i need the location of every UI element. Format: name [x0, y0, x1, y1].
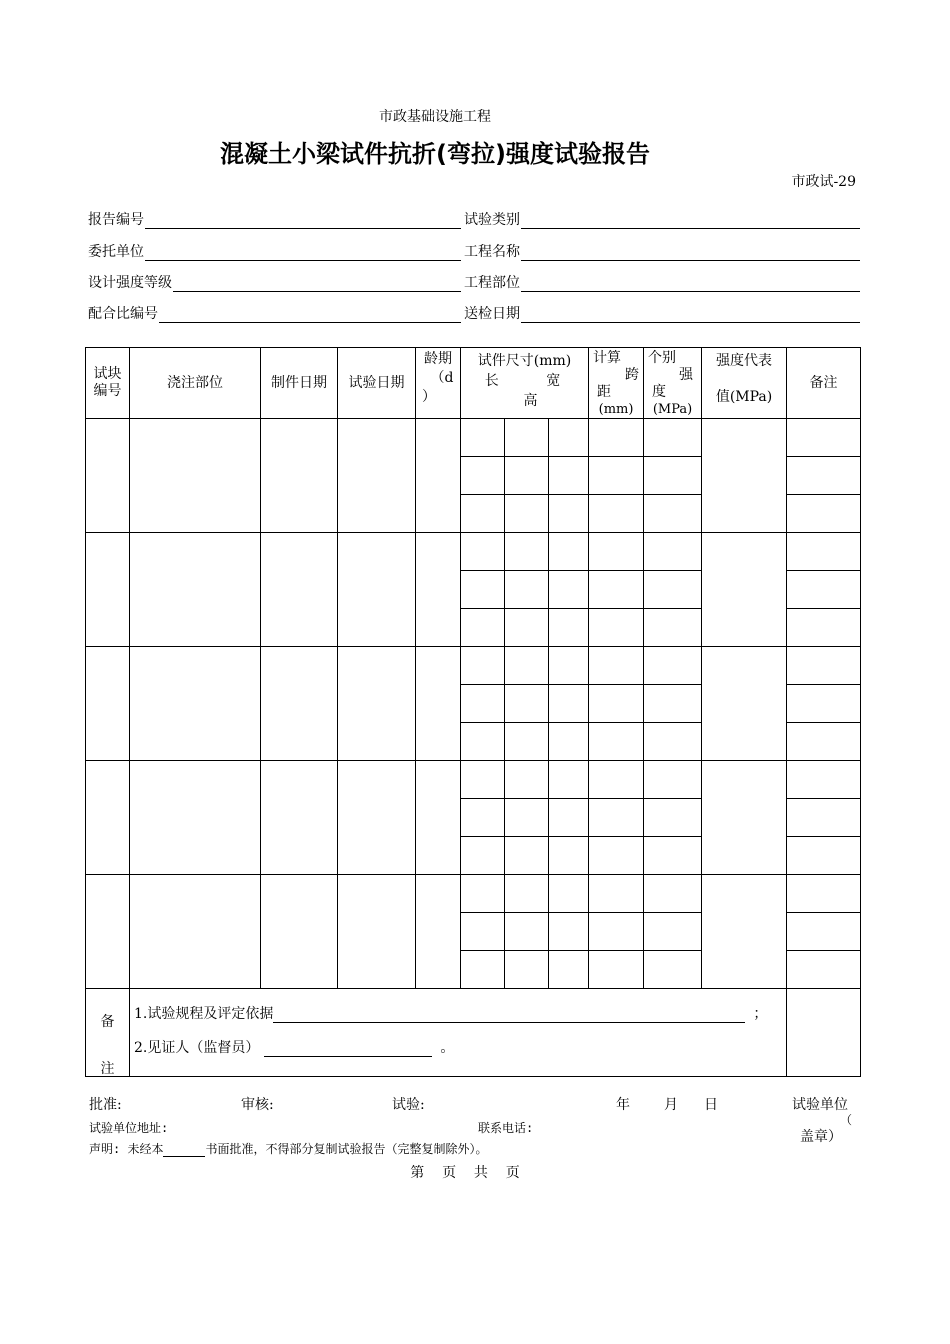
cell-individual-strength[interactable]: [644, 495, 702, 533]
header-pour-location: 浇注部位: [130, 348, 261, 419]
cell-span[interactable]: [589, 723, 644, 761]
cell-width[interactable]: [505, 685, 549, 723]
tester-label: 试验:: [392, 1097, 425, 1113]
cell-span[interactable]: [589, 913, 644, 951]
cell-span[interactable]: [589, 533, 644, 571]
remark-witness-end: 。: [440, 1040, 455, 1056]
lab-address-label: 试验单位地址:: [89, 1121, 169, 1135]
lab-phone-label: 联系电话:: [478, 1121, 534, 1135]
cell-age[interactable]: [416, 875, 461, 989]
cell-remark[interactable]: [787, 609, 861, 647]
cell-individual-strength[interactable]: [644, 875, 702, 913]
statement-part1: 声明: 未经本: [89, 1142, 164, 1156]
cell-width[interactable]: [505, 533, 549, 571]
cell-age[interactable]: [416, 533, 461, 647]
cell-remark[interactable]: [787, 761, 861, 799]
cell-height[interactable]: [549, 533, 589, 571]
header-ind-line4: (MPa): [652, 402, 693, 417]
cell-remark[interactable]: [787, 875, 861, 913]
remarks-label-top: 备: [100, 1014, 115, 1030]
form-code: 市政试-29: [791, 174, 856, 190]
report-no-label: 报告编号: [88, 212, 144, 228]
project-part-label: 工程部位: [464, 275, 520, 291]
remark-standard-blank: [273, 1008, 745, 1023]
header-age: [416, 348, 461, 419]
cell-make-date[interactable]: [261, 419, 338, 533]
cell-pour-location[interactable]: [130, 419, 261, 533]
remarks-row: [86, 989, 861, 1077]
cell-individual-strength[interactable]: [644, 685, 702, 723]
cell-length[interactable]: [461, 533, 505, 571]
report-no-line: [145, 214, 461, 229]
cell-individual-strength[interactable]: [644, 723, 702, 761]
cell-individual-strength[interactable]: [644, 761, 702, 799]
cell-height[interactable]: [549, 875, 589, 913]
cell-length[interactable]: [461, 913, 505, 951]
statement: [89, 1140, 487, 1157]
cell-width[interactable]: [505, 913, 549, 951]
cell-width[interactable]: [505, 495, 549, 533]
cell-specimen-no[interactable]: [86, 419, 130, 533]
cell-length[interactable]: [461, 647, 505, 685]
cell-representative-strength[interactable]: [702, 647, 787, 761]
cell-make-date[interactable]: [261, 647, 338, 761]
mix-no-field[interactable]: [88, 303, 461, 323]
table-row: [86, 533, 861, 571]
cell-span[interactable]: [589, 571, 644, 609]
header-specimen-no-line1: 试块: [93, 366, 122, 382]
cell-test-date[interactable]: [338, 533, 416, 647]
header-ind-line1: 个别: [648, 350, 677, 366]
cell-individual-strength[interactable]: [644, 951, 702, 989]
header-span-line2: 跨: [625, 367, 640, 383]
mix-no-label: 配合比编号: [88, 306, 158, 322]
header-specimen-no: [86, 348, 130, 419]
cell-height[interactable]: [549, 799, 589, 837]
cell-individual-strength[interactable]: [644, 799, 702, 837]
cell-specimen-no[interactable]: [86, 875, 130, 989]
cell-width[interactable]: [505, 799, 549, 837]
project-part-field[interactable]: [464, 272, 860, 292]
cell-length[interactable]: [461, 723, 505, 761]
cell-length[interactable]: [461, 419, 505, 457]
design-grade-line: [173, 277, 461, 292]
header-rep-line2: 值(MPa): [715, 389, 773, 405]
cell-height[interactable]: [549, 647, 589, 685]
header-rep-line1: 强度代表: [716, 353, 773, 369]
cell-remark[interactable]: [787, 685, 861, 723]
cell-representative-strength[interactable]: [702, 419, 787, 533]
cell-length[interactable]: [461, 571, 505, 609]
cell-remark[interactable]: [787, 913, 861, 951]
header-span-line1: 计算: [593, 350, 622, 366]
cell-length[interactable]: [461, 761, 505, 799]
statement-blank: [163, 1142, 205, 1157]
remark-line-witness[interactable]: [134, 1037, 454, 1057]
cell-height[interactable]: [549, 685, 589, 723]
lab-label: 试验单位: [792, 1097, 848, 1113]
cell-individual-strength[interactable]: [644, 647, 702, 685]
cell-height[interactable]: [549, 571, 589, 609]
cell-individual-strength[interactable]: [644, 609, 702, 647]
cell-height[interactable]: [549, 723, 589, 761]
cell-remark[interactable]: [787, 799, 861, 837]
client-line: [145, 246, 461, 261]
header-make-date: 制件日期: [261, 348, 338, 419]
remarks-label-bottom: 注: [100, 1061, 115, 1077]
cell-make-date[interactable]: [261, 533, 338, 647]
year-label: 年: [616, 1097, 630, 1113]
page-numbering: 第 页 共 页: [410, 1165, 520, 1181]
cell-length[interactable]: [461, 685, 505, 723]
specimen-groups: [86, 419, 861, 989]
client-field[interactable]: [88, 241, 461, 261]
cell-span[interactable]: [589, 457, 644, 495]
document-title: 混凝土小梁试件抗折(弯拉)强度试验报告: [220, 140, 650, 168]
cell-age[interactable]: [416, 761, 461, 875]
design-grade-label: 设计强度等级: [88, 275, 172, 291]
cell-individual-strength[interactable]: [644, 457, 702, 495]
cell-height[interactable]: [549, 419, 589, 457]
header-age-line3: ）: [422, 389, 436, 405]
cell-span[interactable]: [589, 799, 644, 837]
header-remark: 备注: [787, 348, 861, 419]
cell-remark[interactable]: [787, 837, 861, 875]
table-row: [86, 419, 861, 457]
cell-individual-strength[interactable]: [644, 533, 702, 571]
remarks-content-cell[interactable]: [130, 989, 787, 1077]
cell-individual-strength[interactable]: [644, 837, 702, 875]
month-label: 月: [664, 1097, 678, 1113]
test-type-line: [521, 214, 860, 229]
cell-width[interactable]: [505, 723, 549, 761]
remarks-label-cell: [86, 989, 130, 1077]
cell-age[interactable]: [416, 419, 461, 533]
cell-length[interactable]: [461, 495, 505, 533]
cell-width[interactable]: [505, 647, 549, 685]
header-ind-line3: 度: [652, 384, 667, 400]
day-label: 日: [704, 1097, 718, 1113]
project-name-line: [521, 246, 860, 261]
submit-date-field[interactable]: [464, 303, 860, 323]
cell-width[interactable]: [505, 837, 549, 875]
header-individual-strength: [644, 348, 702, 419]
header-specimen-no-line2: 编号: [93, 383, 122, 399]
cell-length[interactable]: [461, 457, 505, 495]
header-span-line4: (mm): [598, 402, 634, 417]
report-no-field[interactable]: [88, 209, 461, 229]
cell-test-date[interactable]: [338, 761, 416, 875]
mix-no-line: [159, 308, 461, 323]
cell-height[interactable]: [549, 913, 589, 951]
cell-length[interactable]: [461, 951, 505, 989]
table-row: [86, 875, 861, 913]
cell-width[interactable]: [505, 571, 549, 609]
cell-span[interactable]: [589, 875, 644, 913]
header-specimen-size: [461, 348, 589, 419]
approve-label: 批准:: [89, 1097, 122, 1113]
cell-specimen-no[interactable]: [86, 761, 130, 875]
cell-width[interactable]: [505, 457, 549, 495]
cell-remark[interactable]: [787, 495, 861, 533]
cell-pour-location[interactable]: [130, 761, 261, 875]
cell-height[interactable]: [549, 951, 589, 989]
review-label: 审核:: [241, 1097, 274, 1113]
cell-test-date[interactable]: [338, 875, 416, 989]
cell-individual-strength[interactable]: [644, 571, 702, 609]
table-header-row: [86, 348, 861, 419]
cell-pour-location[interactable]: [130, 875, 261, 989]
cell-individual-strength[interactable]: [644, 913, 702, 951]
cell-representative-strength[interactable]: [702, 761, 787, 875]
cell-specimen-no[interactable]: [86, 533, 130, 647]
cell-width[interactable]: [505, 875, 549, 913]
table-row: [86, 647, 861, 685]
cell-individual-strength[interactable]: [644, 419, 702, 457]
cell-width[interactable]: [505, 761, 549, 799]
client-label: 委托单位: [88, 244, 144, 260]
cell-pour-location[interactable]: [130, 647, 261, 761]
header-age-line1: 龄期: [424, 351, 452, 367]
cell-specimen-no[interactable]: [86, 647, 130, 761]
remark-standard-label: 1.试验规程及评定依据: [134, 1006, 274, 1022]
cell-remark[interactable]: [787, 533, 861, 571]
cell-make-date[interactable]: [261, 875, 338, 989]
header-size-length: 长: [484, 373, 499, 389]
cell-pour-location[interactable]: [130, 533, 261, 647]
cell-remark[interactable]: [787, 951, 861, 989]
cell-width[interactable]: [505, 419, 549, 457]
design-grade-field[interactable]: [88, 272, 461, 292]
cell-length[interactable]: [461, 799, 505, 837]
header-age-line2: （d: [430, 370, 454, 386]
header-calc-span: [589, 348, 644, 419]
remark-standard-end: ；: [753, 1006, 768, 1022]
remark-line-standard[interactable]: [134, 1003, 767, 1023]
cell-width[interactable]: [505, 609, 549, 647]
test-type-label: 试验类别: [464, 212, 520, 228]
cell-span[interactable]: [589, 419, 644, 457]
cell-remark[interactable]: [787, 723, 861, 761]
cell-span[interactable]: [589, 495, 644, 533]
cell-span[interactable]: [589, 609, 644, 647]
cell-span[interactable]: [589, 647, 644, 685]
cell-length[interactable]: [461, 609, 505, 647]
remark-witness-label: 2.见证人（监督员）: [134, 1040, 260, 1056]
cell-span[interactable]: [589, 951, 644, 989]
header-ind-line2: 强: [679, 367, 694, 383]
lab-stamp-label: 盖章）: [800, 1129, 842, 1145]
submit-date-line: [521, 308, 860, 323]
header-span-line3: 距: [597, 384, 612, 400]
cell-test-date[interactable]: [338, 647, 416, 761]
remark-witness-blank: [264, 1042, 432, 1057]
test-type-field[interactable]: [464, 209, 860, 229]
submit-date-label: 送检日期: [464, 306, 520, 322]
cell-height[interactable]: [549, 495, 589, 533]
cell-length[interactable]: [461, 837, 505, 875]
cell-height[interactable]: [549, 609, 589, 647]
cell-representative-strength[interactable]: [702, 533, 787, 647]
cell-remark[interactable]: [787, 571, 861, 609]
cell-span[interactable]: [589, 685, 644, 723]
remarks-side-cell[interactable]: [787, 989, 861, 1077]
cell-length[interactable]: [461, 875, 505, 913]
cell-test-date[interactable]: [338, 419, 416, 533]
header-size-title: 试件尺寸(mm): [477, 353, 572, 369]
cell-remark[interactable]: [787, 647, 861, 685]
table-row: [86, 761, 861, 799]
cell-representative-strength[interactable]: [702, 875, 787, 989]
cell-make-date[interactable]: [261, 761, 338, 875]
header-size-height: 高: [523, 393, 538, 409]
project-part-line: [521, 277, 860, 292]
header-representative-strength: [702, 348, 787, 419]
cell-span[interactable]: [589, 761, 644, 799]
cell-remark[interactable]: [787, 457, 861, 495]
cell-height[interactable]: [549, 457, 589, 495]
header-test-date: 试验日期: [338, 348, 416, 419]
cell-width[interactable]: [505, 951, 549, 989]
project-name-field[interactable]: [464, 241, 860, 261]
cell-remark[interactable]: [787, 419, 861, 457]
document-subtitle: 市政基础设施工程: [379, 109, 491, 125]
cell-age[interactable]: [416, 647, 461, 761]
header-size-width: 宽: [546, 373, 561, 389]
lab-paren: （: [840, 1113, 853, 1127]
test-results-table: [85, 347, 861, 1077]
cell-span[interactable]: [589, 837, 644, 875]
cell-height[interactable]: [549, 761, 589, 799]
statement-part2: 书面批准，不得部分复制试验报告（完整复制除外）。: [205, 1142, 488, 1156]
cell-height[interactable]: [549, 837, 589, 875]
project-name-label: 工程名称: [464, 244, 520, 260]
